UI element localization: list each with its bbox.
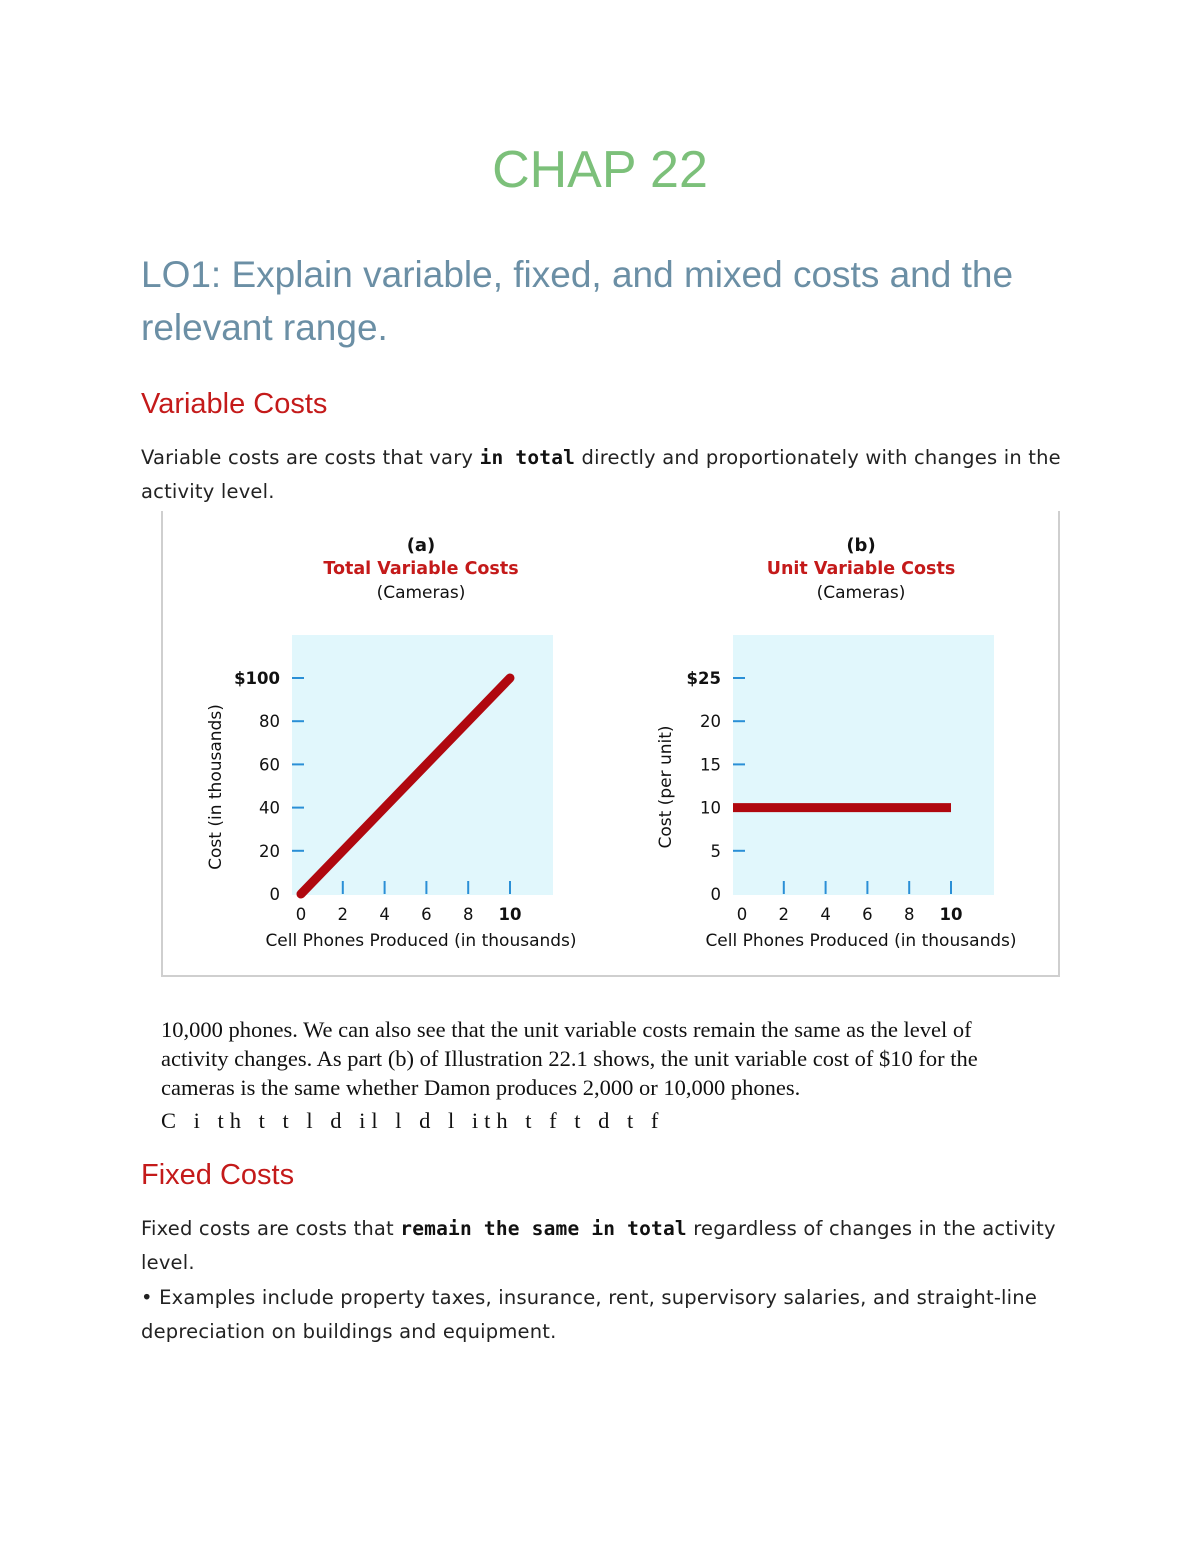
chart-title: Total Variable Costs [323,559,519,579]
learning-objective-heading: LO1: Explain variable, fixed, and mixed costs and the relevant range. [141,254,1014,348]
y-tick-label: $25 [686,669,721,688]
x-tick-label: 0 [736,905,748,924]
fixed-costs-examples: • Examples include property taxes, insurance, rent, supervisory salaries, and straight-line depreciation on buildings and equipment. [141,1286,1038,1343]
chart-subtitle: (Cameras) [816,583,906,603]
y-tick-label: $100 [234,669,280,688]
variable-costs-definition [141,441,1071,509]
variable-costs-illustration [161,511,1060,977]
x-tick-label: 2 [778,905,790,924]
chart-panel-label: (a) [406,535,436,556]
plot-area [733,635,994,895]
fixed-costs-text-1: Fixed costs are costs that [141,1217,401,1240]
excerpt-line: cameras is the same whether Damon produces 2,000 or 10,000 phones. [161,1075,801,1100]
variable-costs-text-2: directly and proportionately with changes in the activity level. [141,446,1061,503]
chart-title: Unit Variable Costs [766,559,956,579]
x-tick-label: 10 [498,905,522,924]
x-tick-label: 6 [862,905,873,924]
variable-costs-charts [163,511,1058,975]
y-tick-label: 15 [700,755,721,775]
fixed-costs-definition [141,1212,1071,1280]
y-tick-label: 10 [700,798,721,818]
excerpt-cut-text: C i th t t l d il l d l ith t f t d t f [161,1108,665,1133]
fixed-costs-text-2: regardless of changes in the activity level. [141,1217,1056,1274]
fixed-costs-heading: Fixed Costs [141,1159,295,1191]
y-tick-label: 40 [259,798,280,818]
fixed-costs-emphasis: remain the same in total [400,1217,687,1240]
y-tick-label: 60 [259,755,280,775]
excerpt-cut-line [161,1102,1061,1133]
excerpt-line: 10,000 phones. We can also see that the unit variable costs remain the same as the level of [161,1017,972,1042]
variable-costs-emphasis: in total [479,446,576,469]
y-axis-label: Cost (per unit) [656,725,676,849]
y-tick-label: 5 [710,841,721,861]
x-axis-label: Cell Phones Produced (in thousands) [705,931,1017,951]
x-axis-label: Cell Phones Produced (in thousands) [265,931,577,951]
x-tick-label: 8 [462,905,474,924]
y-tick-label: 0 [710,885,721,904]
chart-panel-label: (b) [846,535,876,556]
variable-costs-text-1: Variable costs are costs that vary [141,446,480,469]
x-tick-label: 4 [379,905,390,924]
x-tick-label: 4 [820,905,831,924]
x-tick-label: 8 [903,905,915,924]
y-axis-label: Cost (in thousands) [206,704,226,870]
y-tick-label: 20 [259,841,280,861]
y-tick-label: 0 [269,885,280,904]
chart-subtitle: (Cameras) [376,583,466,603]
y-tick-label: 20 [700,712,721,732]
textbook-excerpt [161,1015,1061,1102]
x-tick-label: 0 [295,905,307,924]
variable-costs-heading: Variable Costs [141,388,328,420]
x-tick-label: 6 [421,905,432,924]
y-tick-label: 80 [259,712,280,732]
document-title: CHAP 22 [492,141,708,199]
x-tick-label: 2 [337,905,349,924]
x-tick-label: 10 [939,905,963,924]
excerpt-line: activity changes. As part (b) of Illustration 22.1 shows, the unit variable cost of $10 for the [161,1046,978,1071]
